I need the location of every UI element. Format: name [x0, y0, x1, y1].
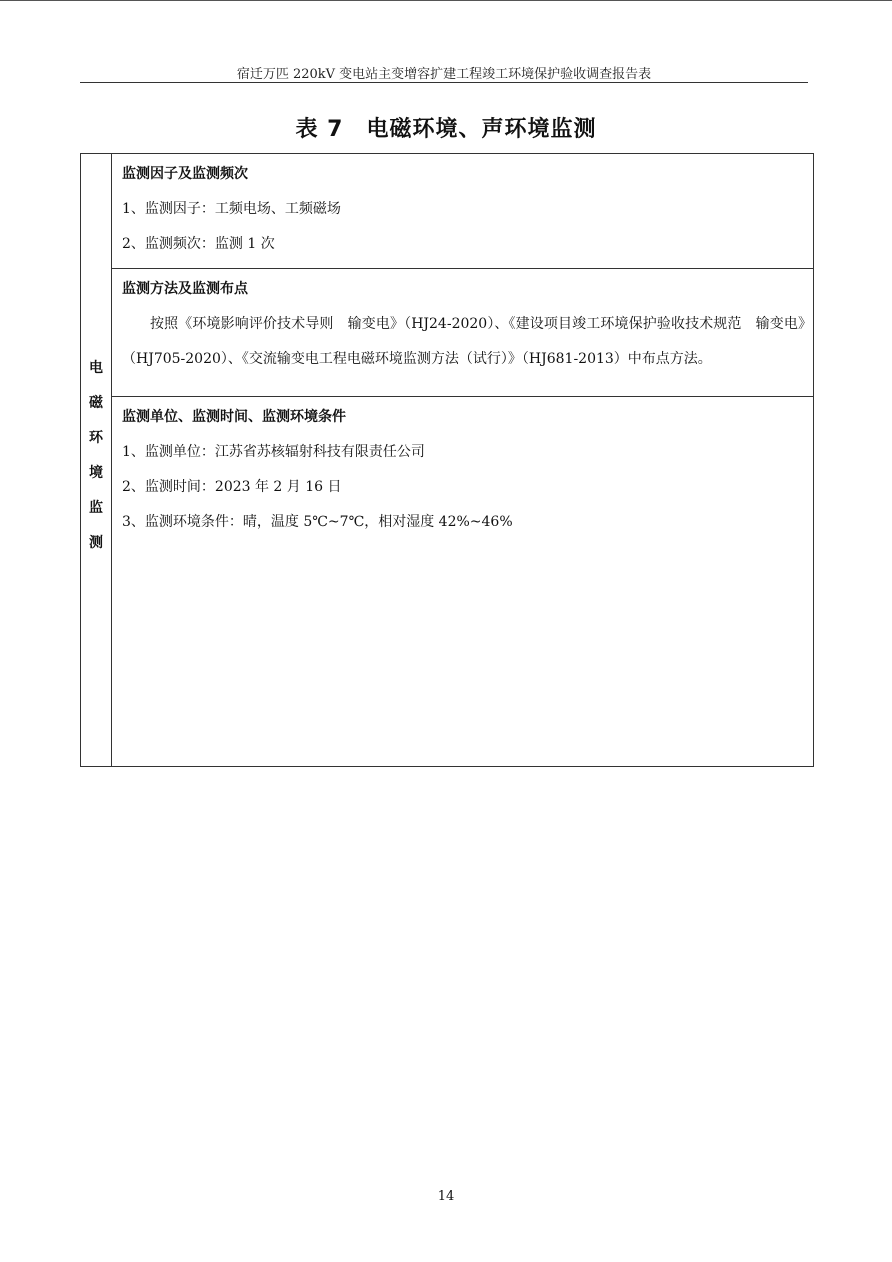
page-number: 14	[437, 1189, 455, 1204]
side-label-char: 环	[89, 430, 103, 446]
running-header: 宿迁万匹 220kV 变电站主变增容扩建工程竣工环境保护验收调查报告表	[236, 67, 652, 82]
table-row-unit	[81, 397, 814, 767]
page-top-border	[0, 0, 892, 1]
unit-line: 2、监测时间：2023 年 2 月 16 日	[122, 479, 342, 495]
factors-line: 2、监测频次：监测 1 次	[122, 236, 275, 252]
side-label	[81, 351, 111, 569]
method-cell	[112, 269, 814, 397]
unit-title: 监测单位、监测时间、监测环境条件	[122, 409, 346, 425]
factors-title: 监测因子及监测频次	[122, 166, 248, 182]
side-label-char: 磁	[89, 395, 103, 411]
header-rule	[80, 82, 808, 83]
table-row-factors	[81, 154, 814, 269]
side-label-char: 境	[89, 465, 103, 481]
side-label-char: 电	[89, 360, 103, 376]
unit-line: 1、监测单位：江苏省苏核辐射科技有限责任公司	[122, 444, 425, 460]
side-label-char: 测	[89, 535, 103, 551]
method-title: 监测方法及监测布点	[122, 281, 248, 297]
unit-cell	[112, 397, 814, 767]
page-title: 表 7 电磁环境、声环境监测	[295, 117, 597, 142]
unit-line: 3、监测环境条件：晴，温度 5℃~7℃，相对湿度 42%~46%	[122, 514, 513, 530]
table-row-method	[81, 269, 814, 397]
factors-cell	[112, 154, 814, 269]
method-paragraph: 按照《环境影响评价技术导则 输变电》（HJ24-2020）、《建设项目竣工环境保护验收技术规范 输变电》（HJ705-2020）、《交流输变电工程电磁环境监测方法（试行）》（HJ681-2013）中布点方法。	[122, 316, 805, 367]
monitoring-table	[80, 153, 814, 767]
factors-line: 1、监测因子：工频电场、工频磁场	[122, 201, 341, 217]
side-label-cell	[81, 154, 112, 767]
side-label-char: 监	[89, 500, 103, 516]
